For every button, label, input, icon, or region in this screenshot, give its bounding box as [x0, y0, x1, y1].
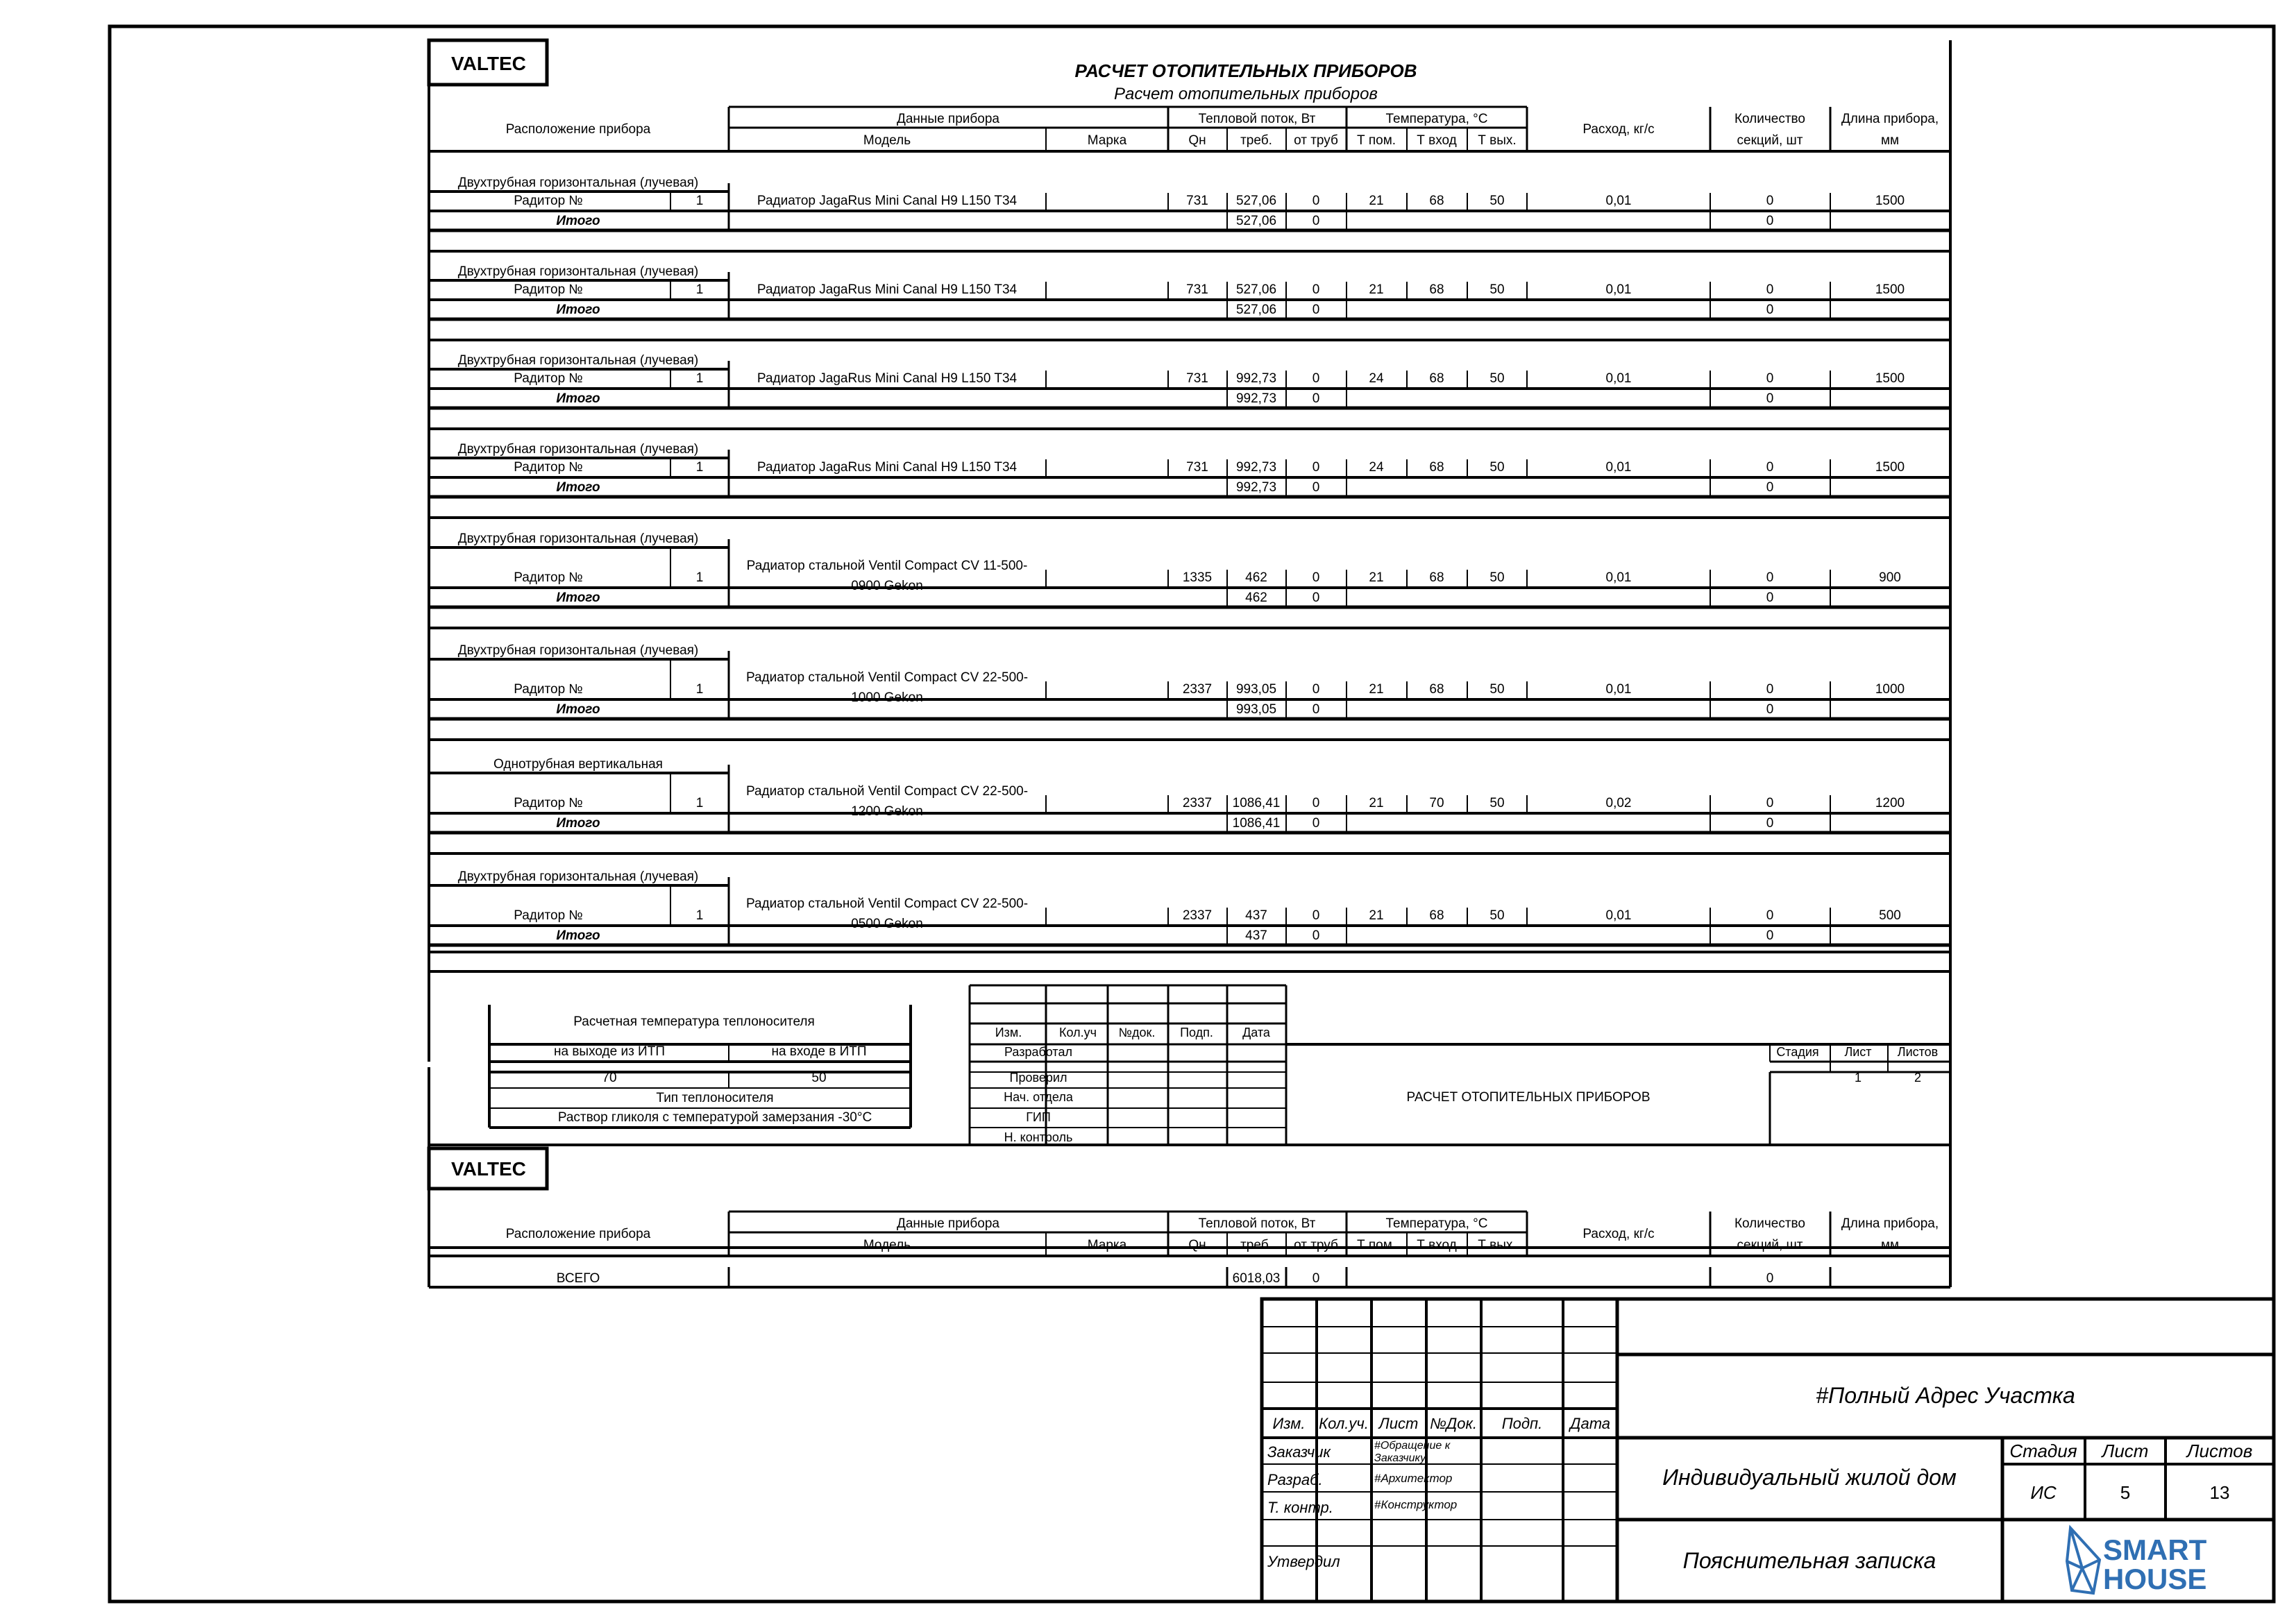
length-value: 1000 [1875, 682, 1905, 697]
stamp-stage-label: Стадия [2009, 1441, 2077, 1461]
inner-stamp-col: №док. [1118, 1026, 1156, 1039]
col-header-length: Длина прибора, [1841, 112, 1939, 126]
col-header-sections: секций, шт [1737, 133, 1803, 148]
inner-stamp-sheet-value: 1 [1854, 1071, 1862, 1085]
stamp-stage-value: ИС [2030, 1482, 2057, 1503]
flow-value: 0,02 [1605, 796, 1632, 810]
inner-stamp-col: Изм. [995, 1026, 1022, 1039]
stamp-name: #Конструктор [1374, 1498, 1458, 1511]
t-out-value: 50 [1489, 460, 1505, 475]
sections-value: 0 [1766, 460, 1774, 475]
radiator-model: 1200 Gekon [851, 804, 923, 819]
t-in-value: 68 [1429, 194, 1444, 208]
stamp-col: №Док. [1429, 1415, 1478, 1432]
total-from-pipes: 0 [1312, 480, 1320, 495]
radiator-model: 0500 Gekon [851, 917, 923, 931]
col-header-t-out: Т вых. [1478, 1238, 1517, 1252]
inner-stamp-col: Подп. [1180, 1026, 1213, 1039]
total-req: 992,73 [1235, 480, 1277, 495]
t-room-value: 21 [1369, 908, 1384, 923]
stamp-col: Лист [1378, 1415, 1419, 1432]
t-out-value: 50 [1489, 908, 1505, 923]
radiator-model: Радиатор стальной Ventil Compact CV 11-500- [746, 559, 1028, 573]
total-label: Итого [556, 928, 600, 943]
sections-value: 0 [1766, 796, 1774, 810]
total-from-pipes: 0 [1312, 391, 1320, 406]
total-sections: 0 [1766, 590, 1774, 605]
from-pipes-value: 0 [1312, 282, 1320, 297]
col-header-from-pipes: от труб [1294, 1238, 1338, 1252]
radiator-number: 1 [695, 908, 704, 923]
radiator-model: Радиатор стальной Ventil Compact CV 22-500- [745, 897, 1029, 911]
stamp-sheets-label: Листов [2186, 1441, 2253, 1461]
total-label: Итого [556, 214, 600, 228]
radiator-label: Радитор № [514, 570, 583, 585]
stamp-role: Т. контр. [1267, 1499, 1333, 1516]
radiator-number: 1 [695, 460, 704, 475]
table-header [429, 40, 1417, 103]
inner-stamp-role: Разработал [1004, 1045, 1072, 1059]
inner-stamp-role: ГИП [1026, 1110, 1051, 1124]
col-header-qn: Qн [1188, 133, 1206, 148]
inner-stamp-sheets-label: Листов [1897, 1045, 1939, 1059]
stamp-col: Изм. [1272, 1415, 1306, 1432]
col-header-req: треб. [1240, 1238, 1272, 1252]
col-header-length: мм [1880, 133, 1900, 148]
col-header-qn: Qн [1188, 1238, 1206, 1252]
system-type: Двухтрубная горизонтальная (лучевая) [457, 353, 699, 368]
total-sections: 0 [1766, 391, 1774, 406]
smart-house-logo [2067, 1528, 2207, 1595]
system-type: Однотрубная вертикальная [493, 757, 663, 772]
total-label: Итого [556, 391, 600, 406]
stamp-col: Кол.уч. [1319, 1415, 1369, 1432]
total-req: 993,05 [1235, 702, 1277, 717]
document-name: Пояснительная записка [1682, 1548, 1936, 1573]
radiator-label: Радитор № [514, 194, 583, 208]
inner-stamp-sheets-value: 2 [1914, 1071, 1922, 1085]
inner-stamp-role: Н. контроль [1004, 1130, 1073, 1144]
radiator-model: Радиатор JagaRus Mini Canal H9 L150 T34 [757, 194, 1018, 208]
radiator-number: 1 [695, 371, 704, 386]
grand-total-label: ВСЕГО [556, 1271, 600, 1286]
radiator-label: Радитор № [514, 282, 583, 297]
stamp-sheet-label: Лист [2102, 1441, 2149, 1461]
length-value: 1500 [1875, 282, 1905, 297]
col-header-temperature: Температура, °С [1385, 112, 1488, 126]
col-header-length: мм [1880, 1238, 1900, 1252]
coolant-outlet-label: на выходе из ИТП [554, 1044, 665, 1059]
total-label: Итого [556, 816, 600, 831]
col-header-model: Модель [863, 1238, 911, 1252]
from-pipes-value: 0 [1312, 570, 1320, 585]
from-pipes-value: 0 [1312, 908, 1320, 923]
col-header-t-room: Т пом. [1356, 1238, 1396, 1252]
total-sections: 0 [1766, 303, 1774, 317]
req-value: 527,06 [1235, 194, 1277, 208]
t-in-value: 68 [1429, 570, 1444, 585]
req-value: 527,06 [1235, 282, 1277, 297]
radiator-model: Радиатор стальной Ventil Compact CV 22-500- [745, 670, 1029, 685]
req-value: 437 [1245, 908, 1267, 923]
system-type: Двухтрубная горизонтальная (лучевая) [457, 532, 699, 546]
logo-text-smart: SMART [2103, 1533, 2207, 1566]
total-label: Итого [556, 303, 600, 317]
t-out-value: 50 [1489, 682, 1505, 697]
col-header-length: Длина прибора, [1841, 1216, 1939, 1231]
sections-value: 0 [1766, 908, 1774, 923]
radiator-label: Радитор № [514, 796, 583, 810]
col-header-location: Расположение прибора [505, 122, 651, 137]
flow-value: 0,01 [1605, 908, 1632, 923]
sections-value: 0 [1766, 194, 1774, 208]
t-room-value: 24 [1369, 460, 1384, 475]
length-value: 1500 [1875, 371, 1905, 386]
radiator-model: Радиатор JagaRus Mini Canal H9 L150 T34 [757, 460, 1018, 475]
sections-value: 0 [1766, 682, 1774, 697]
radiator-label: Радитор № [514, 460, 583, 475]
col-header-flow: Расход, кг/с [1582, 122, 1655, 137]
radiator-model: 1000 Gekon [851, 690, 923, 705]
col-header-brand: Марка [1087, 133, 1127, 148]
from-pipes-value: 0 [1312, 682, 1320, 697]
total-label: Итого [556, 590, 600, 605]
page-subtitle: Расчет отопительных приборов [1114, 85, 1378, 103]
t-room-value: 21 [1369, 796, 1384, 810]
col-header-from-pipes: от труб [1294, 133, 1338, 148]
inner-stamp-role: Нач. отдела [1004, 1090, 1073, 1104]
col-header-t-in: Т вход [1417, 133, 1457, 148]
radiator-model: Радиатор JagaRus Mini Canal H9 L150 T34 [757, 282, 1018, 297]
coolant-inlet-value: 50 [811, 1071, 827, 1085]
t-out-value: 50 [1489, 371, 1505, 386]
coolant-inlet-label: на входе в ИТП [771, 1044, 867, 1059]
radiator-model: Радиатор JagaRus Mini Canal H9 L150 T34 [757, 371, 1018, 386]
col-header-sections: секций, шт [1737, 1238, 1803, 1252]
total-from-pipes: 0 [1312, 702, 1320, 717]
t-in-value: 68 [1429, 282, 1444, 297]
req-value: 462 [1245, 570, 1267, 585]
total-from-pipes: 0 [1312, 303, 1320, 317]
col-header-heat-flow: Тепловой поток, Вт [1198, 1216, 1316, 1231]
col-header-device: Данные прибора [897, 1216, 999, 1231]
length-value: 1200 [1875, 796, 1905, 810]
req-value: 992,73 [1235, 460, 1277, 475]
qn-value: 731 [1186, 282, 1208, 297]
coolant-type-value: Раствор гликоля с температурой замерзания -30°С [557, 1110, 872, 1125]
project-name: Индивидуальный жилой дом [1662, 1465, 1957, 1490]
total-from-pipes: 0 [1312, 214, 1320, 228]
from-pipes-value: 0 [1312, 371, 1320, 386]
coolant-outlet-value: 70 [602, 1071, 617, 1085]
system-type: Двухтрубная горизонтальная (лучевая) [457, 643, 699, 658]
from-pipes-value: 0 [1312, 460, 1320, 475]
page-title: РАСЧЕТ ОТОПИТЕЛЬНЫХ ПРИБОРОВ [1074, 60, 1417, 81]
summary-header [429, 1148, 547, 1189]
inner-stamp-sheet-label: Лист [1844, 1045, 1872, 1059]
total-label: Итого [556, 702, 600, 717]
sections-value: 0 [1766, 371, 1774, 386]
total-label: Итого [556, 480, 600, 495]
qn-value: 1335 [1182, 570, 1213, 585]
inner-stamp-title: РАСЧЕТ ОТОПИТЕЛЬНЫХ ПРИБОРОВ [1406, 1090, 1651, 1105]
col-header-device: Данные прибора [897, 112, 999, 126]
sections-value: 0 [1766, 570, 1774, 585]
grand-total-req: 6018,03 [1232, 1271, 1281, 1286]
qn-value: 2337 [1182, 682, 1213, 697]
flow-value: 0,01 [1605, 194, 1632, 208]
col-header-brand: Марка [1087, 1238, 1127, 1252]
total-req: 1086,41 [1232, 816, 1281, 831]
t-room-value: 21 [1369, 282, 1384, 297]
stamp-sheets-value: 13 [2209, 1482, 2230, 1503]
qn-value: 2337 [1182, 908, 1213, 923]
t-in-value: 68 [1429, 460, 1444, 475]
total-req: 527,06 [1235, 303, 1277, 317]
col-header-model: Модель [863, 133, 911, 148]
t-room-value: 21 [1369, 570, 1384, 585]
stamp-name-customer: #Обращение к Заказчику [1374, 1440, 1451, 1464]
radiator-model: 0900 Gekon [851, 579, 923, 593]
flow-value: 0,01 [1605, 460, 1632, 475]
sections-value: 0 [1766, 282, 1774, 297]
total-req: 462 [1245, 590, 1267, 605]
total-from-pipes: 0 [1312, 590, 1320, 605]
stamp-role: Утвердил [1267, 1553, 1340, 1570]
t-room-value: 21 [1369, 194, 1384, 208]
qn-value: 2337 [1182, 796, 1213, 810]
house-icon [2067, 1528, 2100, 1593]
stamp-role: Заказчик [1267, 1443, 1331, 1461]
valtec-logo: VALTEC [451, 53, 526, 74]
col-header-t-room: Т пом. [1356, 133, 1396, 148]
system-type: Двухтрубная горизонтальная (лучевая) [457, 176, 699, 190]
flow-value: 0,01 [1605, 371, 1632, 386]
total-sections: 0 [1766, 816, 1774, 831]
col-header-heat-flow: Тепловой поток, Вт [1198, 112, 1316, 126]
t-out-value: 50 [1489, 796, 1505, 810]
t-in-value: 68 [1429, 908, 1444, 923]
length-value: 1500 [1875, 460, 1905, 475]
total-req: 992,73 [1235, 391, 1277, 406]
from-pipes-value: 0 [1312, 194, 1320, 208]
stamp-role: Разраб. [1267, 1471, 1323, 1488]
stamp-name: #Архитектор [1374, 1472, 1453, 1485]
req-value: 1086,41 [1232, 796, 1281, 810]
radiator-label: Радитор № [514, 908, 583, 923]
qn-value: 731 [1186, 460, 1208, 475]
total-sections: 0 [1766, 480, 1774, 495]
col-header-temperature: Температура, °С [1385, 1216, 1488, 1231]
stamp-col: Подп. [1501, 1415, 1543, 1432]
col-header-t-in: Т вход [1417, 1238, 1457, 1252]
total-from-pipes: 0 [1312, 816, 1320, 831]
t-in-value: 68 [1429, 682, 1444, 697]
col-header-location: Расположение прибора [505, 1227, 651, 1241]
inner-stamp-role: Проверил [1009, 1071, 1067, 1085]
stamp-sheet-value: 5 [2120, 1482, 2131, 1503]
col-header-req: треб. [1240, 133, 1272, 148]
req-value: 992,73 [1235, 371, 1277, 386]
radiator-label: Радитор № [514, 682, 583, 697]
total-from-pipes: 0 [1312, 928, 1320, 943]
col-header-flow: Расход, кг/с [1582, 1227, 1655, 1241]
coolant-title: Расчетная температура теплоносителя [573, 1014, 815, 1029]
flow-value: 0,01 [1605, 570, 1632, 585]
t-out-value: 50 [1489, 282, 1505, 297]
flow-value: 0,01 [1605, 682, 1632, 697]
coolant-type-label: Тип теплоносителя [656, 1091, 774, 1105]
length-value: 500 [1879, 908, 1901, 923]
total-sections: 0 [1766, 702, 1774, 717]
length-value: 1500 [1875, 194, 1905, 208]
flow-value: 0,01 [1605, 282, 1632, 297]
qn-value: 731 [1186, 194, 1208, 208]
from-pipes-value: 0 [1312, 796, 1320, 810]
total-req: 527,06 [1235, 214, 1277, 228]
radiator-label: Радитор № [514, 371, 583, 386]
inner-stamp-stage-label: Стадия [1776, 1045, 1819, 1059]
stamp-col: Дата [1569, 1415, 1611, 1432]
req-value: 993,05 [1235, 682, 1277, 697]
grand-total-from-pipes: 0 [1312, 1271, 1320, 1286]
t-out-value: 50 [1489, 570, 1505, 585]
col-header-sections: Количество [1734, 1216, 1806, 1231]
length-value: 900 [1879, 570, 1901, 585]
radiator-number: 1 [695, 570, 704, 585]
grand-total-sections: 0 [1766, 1271, 1774, 1286]
radiator-number: 1 [695, 282, 704, 297]
valtec-logo: VALTEC [451, 1158, 526, 1180]
total-req: 437 [1245, 928, 1267, 943]
qn-value: 731 [1186, 371, 1208, 386]
radiator-number: 1 [695, 796, 704, 810]
t-room-value: 21 [1369, 682, 1384, 697]
col-header-sections: Количество [1734, 112, 1806, 126]
total-sections: 0 [1766, 214, 1774, 228]
t-room-value: 24 [1369, 371, 1384, 386]
radiator-number: 1 [695, 194, 704, 208]
logo-text-house: HOUSE [2103, 1563, 2207, 1595]
system-type: Двухтрубная горизонтальная (лучевая) [457, 869, 699, 884]
t-in-value: 68 [1429, 371, 1444, 386]
inner-stamp-col: Дата [1242, 1026, 1270, 1039]
site-address: #Полный Адрес Участка [1816, 1383, 2075, 1408]
inner-stamp-col: Кол.уч [1059, 1026, 1097, 1039]
radiator-model: Радиатор стальной Ventil Compact CV 22-500- [745, 784, 1029, 799]
col-header-t-out: Т вых. [1478, 133, 1517, 148]
system-type: Двухтрубная горизонтальная (лучевая) [457, 442, 699, 457]
t-out-value: 50 [1489, 194, 1505, 208]
system-type: Двухтрубная горизонтальная (лучевая) [457, 264, 699, 279]
t-in-value: 70 [1429, 796, 1444, 810]
radiator-number: 1 [695, 682, 704, 697]
total-sections: 0 [1766, 928, 1774, 943]
